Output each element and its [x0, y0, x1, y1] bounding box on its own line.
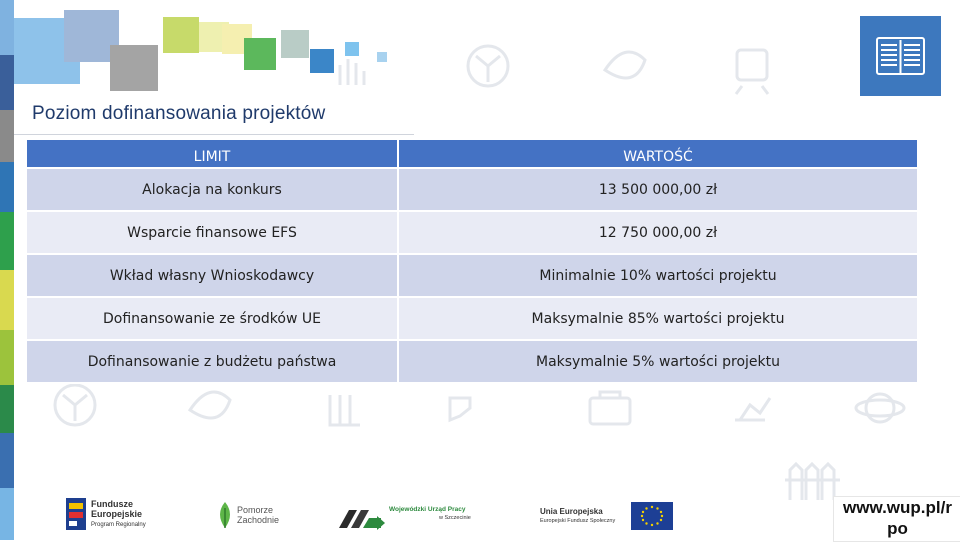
unia-europejska-logo	[540, 502, 675, 532]
fe-line2: Europejskie	[91, 509, 143, 519]
row-label: Dofinansowanie z budżetu państwa	[26, 340, 398, 383]
wup-line1: Wojewódzki Urząd Pracy	[389, 506, 466, 513]
wup-logo	[337, 500, 482, 532]
pomorze-zachodnie-logo	[215, 498, 285, 532]
row-label: Wsparcie finansowe EFS	[26, 211, 398, 254]
website-url[interactable]: www.wup.pl/r po	[833, 496, 960, 542]
row-value: Minimalnie 10% wartości projektu	[398, 254, 918, 297]
table-row	[26, 254, 918, 297]
page-title: Poziom dofinansowania projektów	[32, 103, 326, 124]
table-row	[26, 297, 918, 340]
table-row	[26, 340, 918, 383]
ue-line2: Europejski Fundusz Społeczny	[540, 518, 616, 524]
row-value: Maksymalnie 85% wartości projektu	[398, 297, 918, 340]
eu-flag-icon	[631, 502, 673, 530]
footer-logos	[0, 488, 960, 540]
fe-line3: Program Regionalny	[91, 522, 146, 528]
funding-table	[25, 138, 919, 384]
table-header-row	[26, 139, 918, 168]
row-value: 12 750 000,00 zł	[398, 211, 918, 254]
book-tile	[860, 16, 941, 96]
table-row	[26, 211, 918, 254]
wup-mark-icon	[337, 502, 385, 530]
pomorze-line2: Zachodnie	[237, 515, 280, 525]
row-value: 13 500 000,00 zł	[398, 168, 918, 211]
wup-line2: w Szczecinie	[439, 515, 471, 521]
title-divider	[14, 134, 414, 135]
fundusze-europejskie-logo	[66, 498, 161, 532]
table-row	[26, 168, 918, 211]
column-header-limit: LIMIT	[26, 139, 398, 168]
column-header-value: WARTOŚĆ	[398, 139, 918, 168]
book-icon	[860, 16, 941, 96]
row-label: Dofinansowanie ze środków UE	[26, 297, 398, 340]
fe-mark-icon	[66, 498, 86, 530]
row-label: Alokacja na konkurs	[26, 168, 398, 211]
row-label: Wkład własny Wnioskodawcy	[26, 254, 398, 297]
leaf-icon	[215, 500, 235, 530]
row-value: Maksymalnie 5% wartości projektu	[398, 340, 918, 383]
ue-line1: Unia Europejska	[540, 507, 603, 516]
fe-line1: Fundusze	[91, 499, 133, 509]
pomorze-line1: Pomorze	[237, 505, 274, 515]
